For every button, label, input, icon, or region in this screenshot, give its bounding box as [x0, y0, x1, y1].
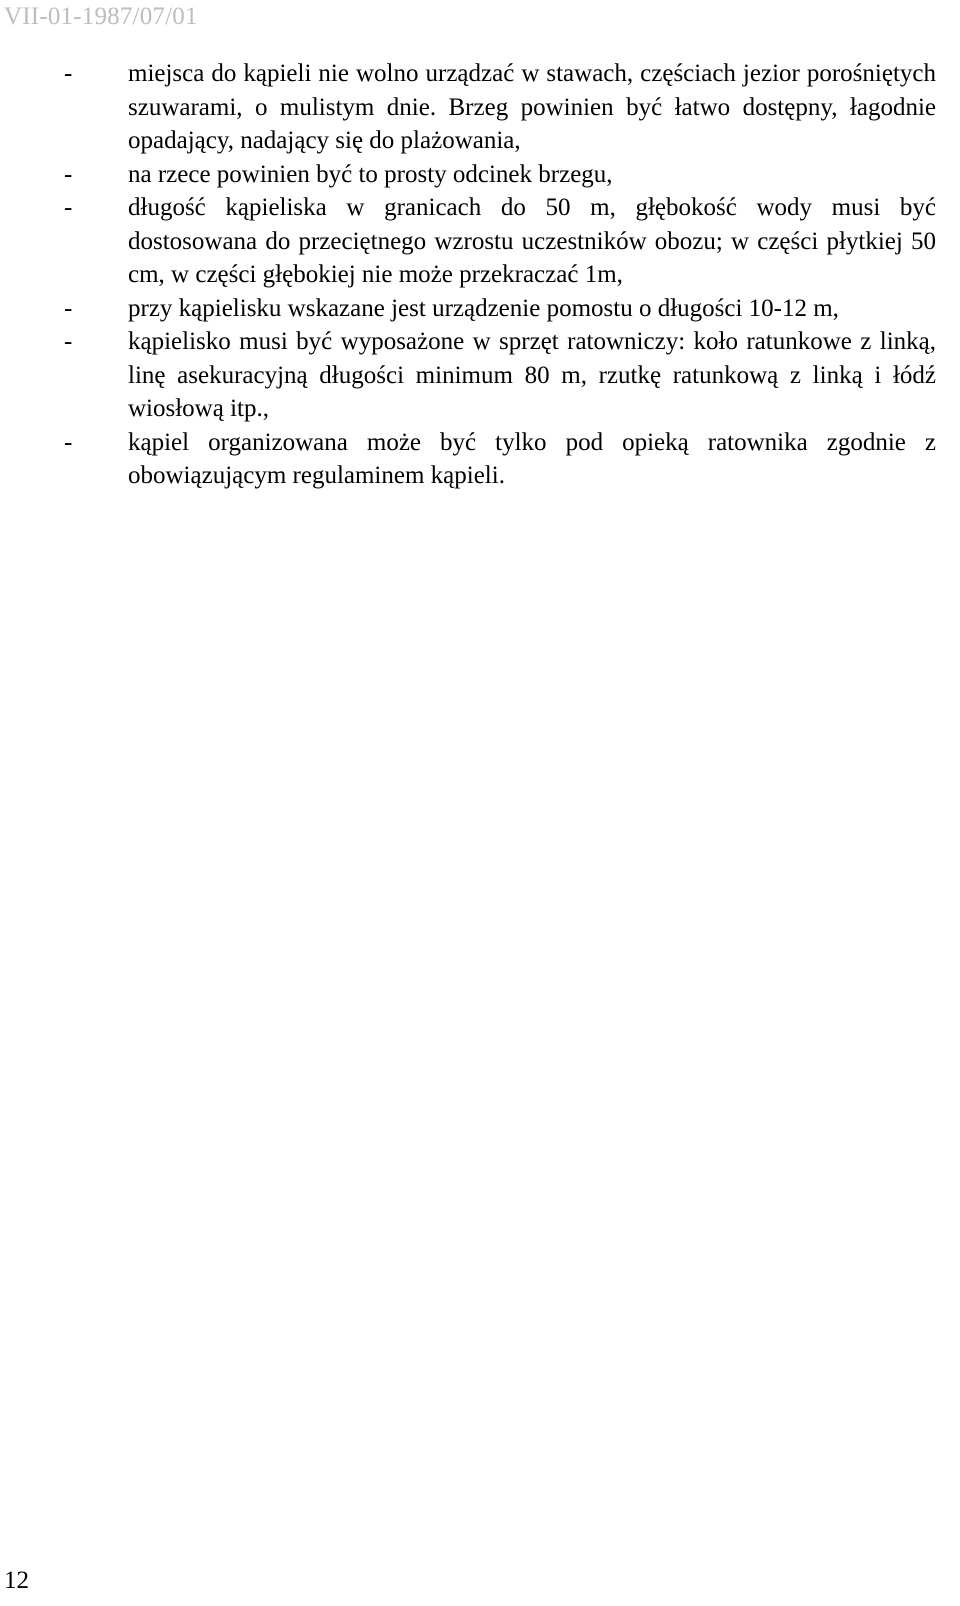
list-item-text: przy kąpielisku wskazane jest urządzenie pomostu o długości 10-12 m, [128, 294, 839, 322]
bullet-dash-icon: - [64, 328, 73, 355]
list-item-text: długość kąpieliska w granicach do 50 m, głębokość wody musi być dostosowana do przeciętnego wzrostu uczestników obozu; w części płytkiej 50 cm, w części głębokiej nie może przekraczać 1m, [128, 194, 936, 288]
list-item-text: miejsca do kąpieli nie wolno urządzać w stawach, częściach jezior porośniętych szuwarami, o mulistym dnie. Brzeg powinien być łatwo dostępny, łagodnie opadający, nadający się do plażowania, [128, 60, 936, 154]
list-item [64, 191, 936, 292]
list-item-text: kąpiel organizowana może być tylko pod opieką ratownika zgodnie z obowiązującym regulaminem kąpieli. [128, 428, 936, 489]
regulations-bullet-list [64, 57, 936, 493]
bullet-dash-icon: - [64, 160, 73, 188]
list-item [64, 325, 936, 426]
bullet-dash-icon: - [64, 194, 73, 221]
list-item [64, 426, 936, 493]
bullet-dash-icon: - [64, 428, 73, 456]
document-code-header: VII-01-1987/07/01 [4, 3, 198, 30]
list-item [64, 292, 936, 326]
bullet-dash-icon: - [64, 294, 73, 322]
list-item [64, 57, 936, 158]
list-item-text: na rzece powinien być to prosty odcinek brzegu, [128, 160, 613, 188]
list-item [64, 158, 936, 192]
page-number: 12 [4, 1567, 29, 1594]
bullet-dash-icon: - [64, 60, 73, 87]
list-item-text: kąpielisko musi być wyposażone w sprzęt ratowniczy: koło ratunkowe z linką, linę asekuracyjną długości minimum 80 m, rzutkę ratunkową z linką i łódź wiosłową itp., [128, 328, 936, 422]
